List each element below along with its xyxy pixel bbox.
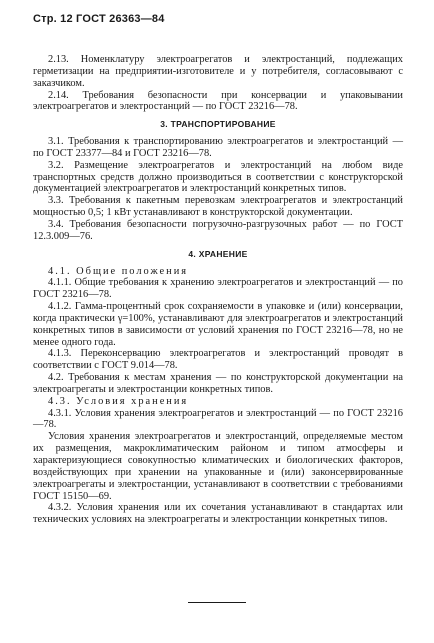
subsection-4-1-label: 4.1. Общие положения: [48, 265, 189, 277]
page-label: Стр. 12 ГОСТ 26363—84: [33, 13, 165, 25]
subsection-4-3-heading: [33, 396, 403, 408]
paragraph-3-1: 3.1. Требования к транспортированию электроагрегатов и электростанций — по ГОСТ 23377—84 и ГОСТ 23216—78.: [33, 136, 403, 159]
subsection-4-1-heading: [33, 266, 403, 278]
paragraph-2-13: 2.13. Номенклатуру электроагрегатов и электростанций, подлежащих герметизации на предприятии-изготовителе и у потребителя, согласовывают с заказчиком.: [33, 54, 403, 89]
paragraph-4-1-1: 4.1.1. Общие требования к хранению электроагрегатов и электростанций — по ГОСТ 23216—78.: [33, 277, 403, 301]
paragraph-4-1-2: 4.1.2. Гамма-процентный срок сохраняемости в упаковке и (или) консервации, когда практически γ=100%, устанавливают для электроагрегатов и электростанций конкретных типов в зависимости от условий хранения по ГОСТ 23216—78, но не менее одного года.: [33, 301, 403, 348]
page-header: [33, 13, 165, 25]
paragraph-4-3-1: 4.3.1. Условия хранения электроагрегатов и электростанций — по ГОСТ 23216—78.: [33, 407, 403, 431]
section-4-heading: 4. ХРАНЕНИЕ: [188, 248, 248, 259]
document-body: [33, 54, 403, 526]
paragraph-4-2: 4.2. Требования к местам хранения — по конструкторской документации на электроагрегаты и электростанции конкретных типов.: [33, 372, 403, 395]
paragraph-3-3: 3.3. Требования к пакетным перевозкам электроагрегатов и электростанций мощностью 0,5; 1 кВт устанавливают в конструкторской документации.: [33, 195, 403, 219]
end-rule: [188, 602, 246, 603]
paragraph-3-2: 3.2. Размещение электроагрегатов и электростанций на любом виде транспортных средств должно производиться в соответствии с конструкторской документацией электроагрегатов и электростанций конкретных типов.: [33, 159, 403, 195]
paragraph-4-3-2: 4.3.2. Условия хранения или их сочетания устанавливают в стандартах или технических условиях на электроагрегаты и электростанции конкретных типов.: [33, 502, 403, 526]
subsection-4-3-label: 4.3. Условия хранения: [48, 395, 189, 407]
paragraph-3-4: 3.4. Требования безопасности погрузочно-разгрузочных работ — по ГОСТ 12.3.009—76.: [33, 218, 403, 242]
section-3-heading: 3. ТРАНСПОРТИРОВАНИЕ: [160, 119, 276, 130]
paragraph-4-3-1-cont: Условия хранения электроагрегатов и электростанций, определяемые местом их размещения, макроклиматическим районом и типом атмосферы и характеризующиеся совокупностью климатических и биологических факторов, воздействующих при хранении на упакованные и (или) законсервированные электроагрегаты и электростанции, устанавливают в соответствии с требованиями ГОСТ 15150—69.: [33, 431, 403, 502]
paragraph-2-14: 2.14. Требования безопасности при консервации и упаковывании электроагрегатов и электростанций — по ГОСТ 23216—78.: [33, 89, 403, 113]
paragraph-4-1-3: 4.1.3. Переконсервацию электроагрегатов и электростанций проводят в соответствии с ГОСТ 9.014—78.: [33, 348, 403, 372]
